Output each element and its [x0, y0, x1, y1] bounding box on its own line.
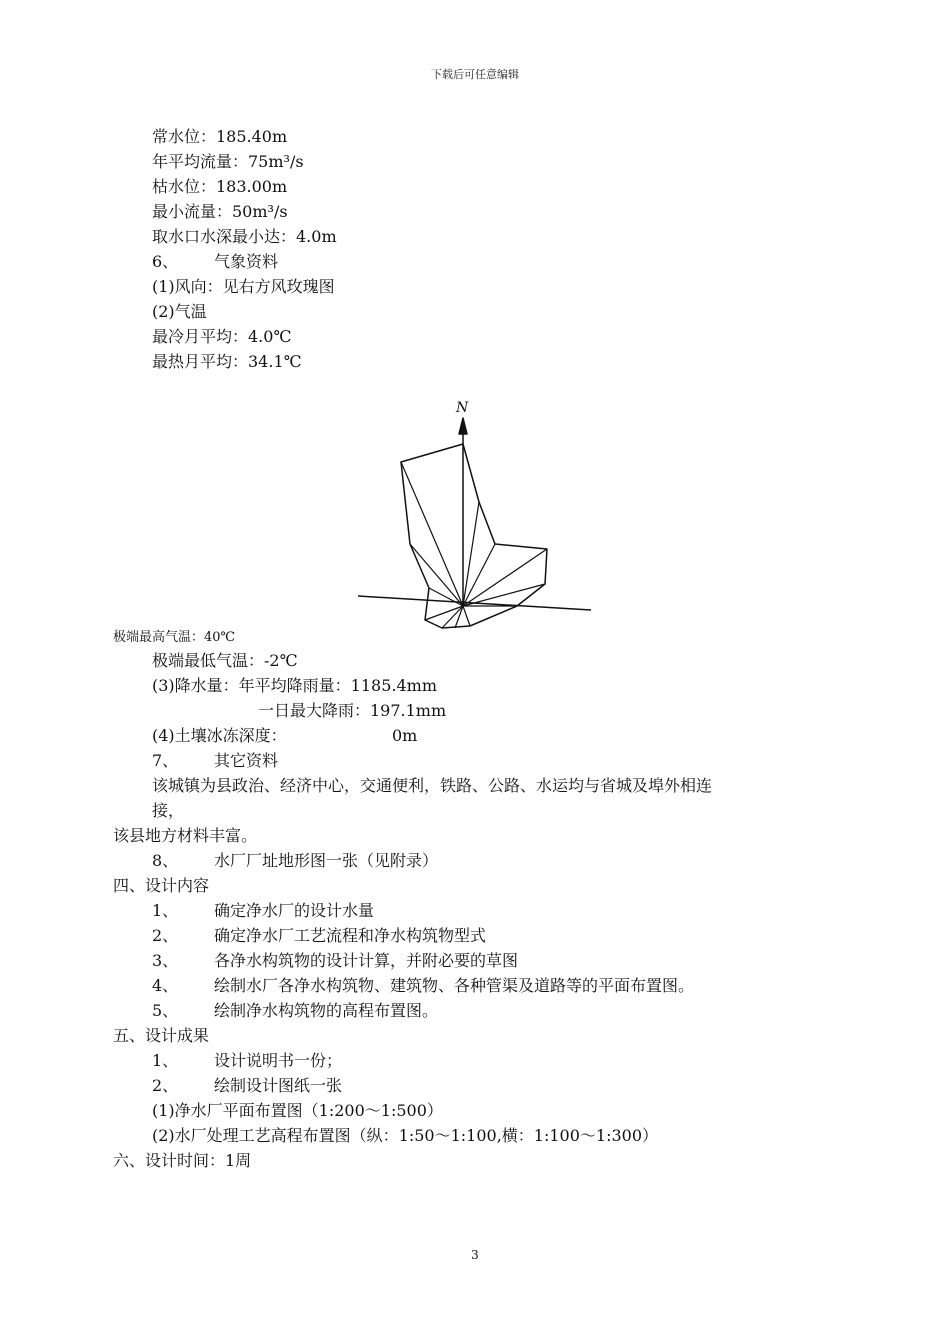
list-item-text: 绘制设计图纸一张 [214, 1076, 343, 1095]
plan-layout-drawing: (1)净水厂平面布置图（1:200～1:500） [152, 1101, 443, 1120]
annual-average-flow: 年平均流量：75m³/s [152, 152, 304, 171]
section-7-heading [152, 750, 278, 772]
list-item-number: 3、 [152, 951, 179, 970]
coldest-month-average: 最冷月平均：4.0℃ [152, 327, 292, 346]
design-results-heading: 五、设计成果 [113, 1026, 210, 1045]
wind-rose-spokes [401, 462, 547, 628]
page-number: 3 [471, 1248, 479, 1262]
wind-rose-diagram [355, 396, 595, 632]
intake-min-depth: 取水口水深最小达：4.0m [152, 227, 337, 246]
design-content-heading: 四、设计内容 [113, 876, 210, 895]
list-item-text: 设计说明书一份； [214, 1051, 343, 1070]
design-time-heading: 六、设计时间：1周 [113, 1151, 252, 1170]
elevation-layout-drawing: (2)水厂处理工艺高程布置图（纵：1:50～1:100,横：1:100～1:300） [152, 1126, 659, 1145]
minimum-flow: 最小流量：50m³/s [152, 202, 288, 221]
temperature-label: (2)气温 [152, 302, 207, 321]
wind-direction: (1)风向：见右方风玫瑰图 [152, 277, 335, 296]
section-6-title: 气象资料 [214, 252, 279, 271]
page-header: 下载后可任意编辑 [431, 68, 519, 81]
list-item-number: 2、 [152, 926, 179, 945]
annual-rainfall: (3)降水量：年平均降雨量：1185.4mm [152, 676, 437, 695]
list-item-text: 绘制净水构筑物的高程布置图。 [214, 1001, 439, 1020]
section-8-title: 水厂厂址地形图一张（见附录） [214, 851, 439, 870]
list-item-number: 5、 [152, 1001, 179, 1020]
section-6-heading [152, 251, 278, 273]
list-item-number: 1、 [152, 901, 179, 920]
section-8-heading [152, 850, 438, 872]
frost-depth-label: (4)土壤冰冻深度： [152, 726, 287, 745]
section-7-title: 其它资料 [214, 751, 279, 770]
list-item-number: 2、 [152, 1076, 179, 1095]
list-item [152, 1050, 342, 1072]
normal-water-level: 常水位：185.40m [152, 127, 288, 146]
other-info-line-3: 该县地方材料丰富。 [113, 826, 258, 845]
other-info-line-2: 接， [152, 801, 185, 820]
list-item-text: 各净水构筑物的设计计算，并附必要的草图 [214, 951, 519, 970]
list-item-text: 绘制水厂各净水构筑物、建筑物、各种管渠及道路等的平面布置图。 [214, 976, 695, 995]
frost-depth-value: 0m [392, 726, 418, 745]
dry-water-level: 枯水位：183.00m [152, 177, 288, 196]
hottest-month-average: 最热月平均：34.1℃ [152, 352, 302, 371]
north-label: N [456, 400, 469, 416]
list-item-number: 1、 [152, 1051, 179, 1070]
list-item [152, 925, 486, 947]
north-arrow-icon [459, 418, 467, 434]
section-7-number: 7、 [152, 751, 179, 770]
section-8-number: 8、 [152, 851, 179, 870]
list-item-text: 确定净水厂工艺流程和净水构筑物型式 [214, 926, 487, 945]
list-item [152, 900, 374, 922]
list-item [152, 975, 694, 997]
other-info-line-1: 该城镇为县政治、经济中心，交通便利，铁路、公路、水运均与省城及埠外相连 [152, 776, 713, 795]
section-6-number: 6、 [152, 252, 179, 271]
daily-max-rainfall: 一日最大降雨：197.1mm [258, 701, 447, 720]
list-item-text: 确定净水厂的设计水量 [214, 901, 375, 920]
list-item-number: 4、 [152, 976, 179, 995]
list-item [152, 950, 518, 972]
extreme-high-temperature: 极端最高气温：40℃ [113, 630, 236, 645]
list-item [152, 1075, 342, 1097]
list-item [152, 1000, 438, 1022]
extreme-low-temperature: 极端最低气温：-2℃ [152, 651, 298, 670]
